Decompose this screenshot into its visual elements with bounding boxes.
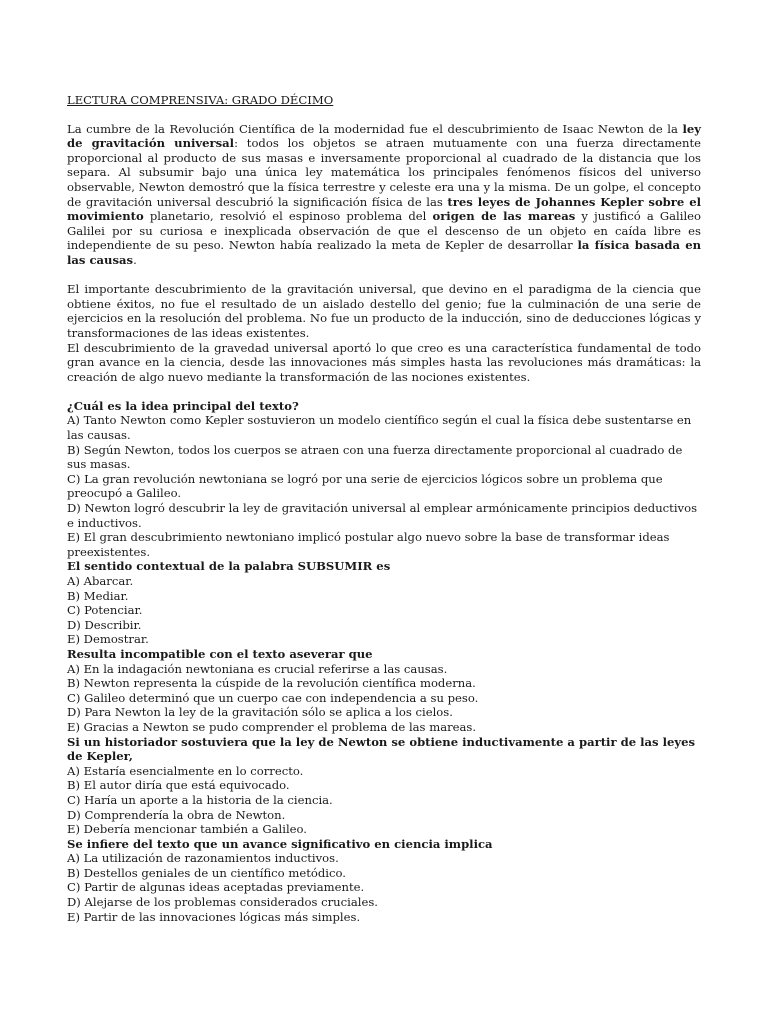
option-c: C) Partir de algunas ideas aceptadas previamente. (67, 880, 365, 895)
question-block (67, 559, 701, 647)
option-c: C) La gran revolución newtoniana se logró por una serie de ejercicios lógicos sobre un problema que preocupó a Galileo. (67, 471, 663, 501)
question-text: Se infiere del texto que un avance significativo en ciencia implica (67, 836, 493, 851)
question-block (67, 735, 701, 837)
option-a: A) Estaría esencialmente en lo correcto. (67, 763, 304, 778)
option-b: B) Mediar. (67, 588, 129, 603)
option-e: E) Debería mencionar también a Galileo. (67, 822, 307, 837)
option-c: C) Galileo determinó que un cuerpo cae con independencia a su peso. (67, 690, 479, 705)
option-e: E) Gracias a Newton se pudo comprender el problema de las mareas. (67, 719, 477, 734)
option-b: B) Newton representa la cúspide de la revolución científica moderna. (67, 676, 476, 691)
document-title: LECTURA COMPRENSIVA: GRADO DÉCIMO (67, 93, 334, 107)
option-e: E) Partir de las innovaciones lógicas más simples. (67, 909, 361, 924)
text-run: La cumbre de la Revolución Científica de la modernidad fue el descubrimiento de Isaac Newton de la (67, 121, 683, 136)
option-d: D) Newton logró descubrir la ley de gravitación universal al emplear armónicamente principios deductivos e inductivos. (67, 501, 698, 530)
option-a: A) En la indagación newtoniana es crucial referirse a las causas. (67, 661, 448, 676)
option-b: B) Según Newton, todos los cuerpos se atraen con una fuerza directamente proporcional al cuadrado de sus masas. (67, 442, 683, 472)
question-text: Resulta incompatible con el texto aseverar que (67, 646, 373, 661)
bold-term: la física basada en las causas (67, 238, 701, 267)
option-d: D) Comprendería la obra de Newton. (67, 807, 286, 822)
text-run: y justificó a Galileo Galilei por su curiosa e inexplicada observación de que el descenso de un objeto en caída libre es independiente de su peso. Newton había realizado la meta de Kepler de desarrollar (67, 209, 701, 253)
option-b: B) El autor diría que está equivocado. (67, 778, 290, 793)
question-text: Si un historiador sostuviera que la ley de Newton se obtiene inductivamente a partir de las leyes de Kepler, (67, 734, 696, 764)
paragraph-intro (67, 122, 701, 268)
document-page (67, 93, 701, 924)
text-run: planetario, resolvió el espinoso problema del (143, 209, 433, 224)
bold-term: tres leyes de Johannes Kepler sobre el movimiento (67, 194, 701, 224)
paragraph-third: El descubrimiento de la gravedad universal aportó lo que creo es una característica fundamental de todo gran avance en la ciencia, desde las innovaciones más simples hasta las revoluciones más dramáticas: la creación de algo nuevo mediante la transformación de las nociones existentes. (67, 340, 701, 384)
option-d: D) Describir. (67, 617, 142, 632)
spacer (67, 384, 701, 399)
bold-term: ley de gravitación universal (67, 121, 701, 151)
question-block (67, 837, 701, 925)
question-block (67, 647, 701, 735)
question-block (67, 399, 701, 560)
question-text: ¿Cuál es la idea principal del texto? (67, 398, 299, 413)
bold-term: origen de las mareas (432, 209, 576, 224)
spacer (67, 268, 701, 283)
option-a: A) Tanto Newton como Kepler sostuvieron un modelo científico según el cual la física debe sustentarse en las causas. (67, 413, 692, 443)
option-b: B) Destellos geniales de un científico metódico. (67, 865, 346, 880)
option-d: D) Para Newton la ley de la gravitación sólo se aplica a los cielos. (67, 705, 453, 720)
option-a: A) La utilización de razonamientos inductivos. (67, 851, 339, 866)
option-a: A) Abarcar. (67, 574, 134, 588)
option-e: E) El gran descubrimiento newtoniano implicó postular algo nuevo sobre la base de transformar ideas preexistentes. (67, 530, 670, 559)
question-text: El sentido contextual de la palabra SUBSUMIR es (67, 559, 391, 574)
option-d: D) Alejarse de los problemas considerados cruciales. (67, 895, 378, 910)
option-c: C) Haría un aporte a la historia de la ciencia. (67, 792, 333, 807)
paragraph-second: El importante descubrimiento de la gravitación universal, que devino en el paradigma de la ciencia que obtiene éxitos, no fue el resultado de un aislado destello del genio; fue la culminación de una serie de ejercicios en la resolución del problema. No fue un producto de la inducción, sino de deducciones lógicas y transformaciones de las ideas existentes. (67, 282, 701, 340)
option-c: C) Potenciar. (67, 603, 143, 618)
text-run: . (133, 252, 137, 267)
option-e: E) Demostrar. (67, 632, 149, 647)
text-run: : todos los objetos se atraen mutuamente con una fuerza directamente proporcional al producto de sus masas e inversamente proporcional al cuadrado de la distancia que los separa. Al subsumir bajo una única ley matemática los principales fenómenos físicos del universo observable, Newton demostró que la física terrestre y celeste era una y la misma. De un golpe, el concepto de gravitación universal descubrió la significación física de las (67, 136, 701, 209)
